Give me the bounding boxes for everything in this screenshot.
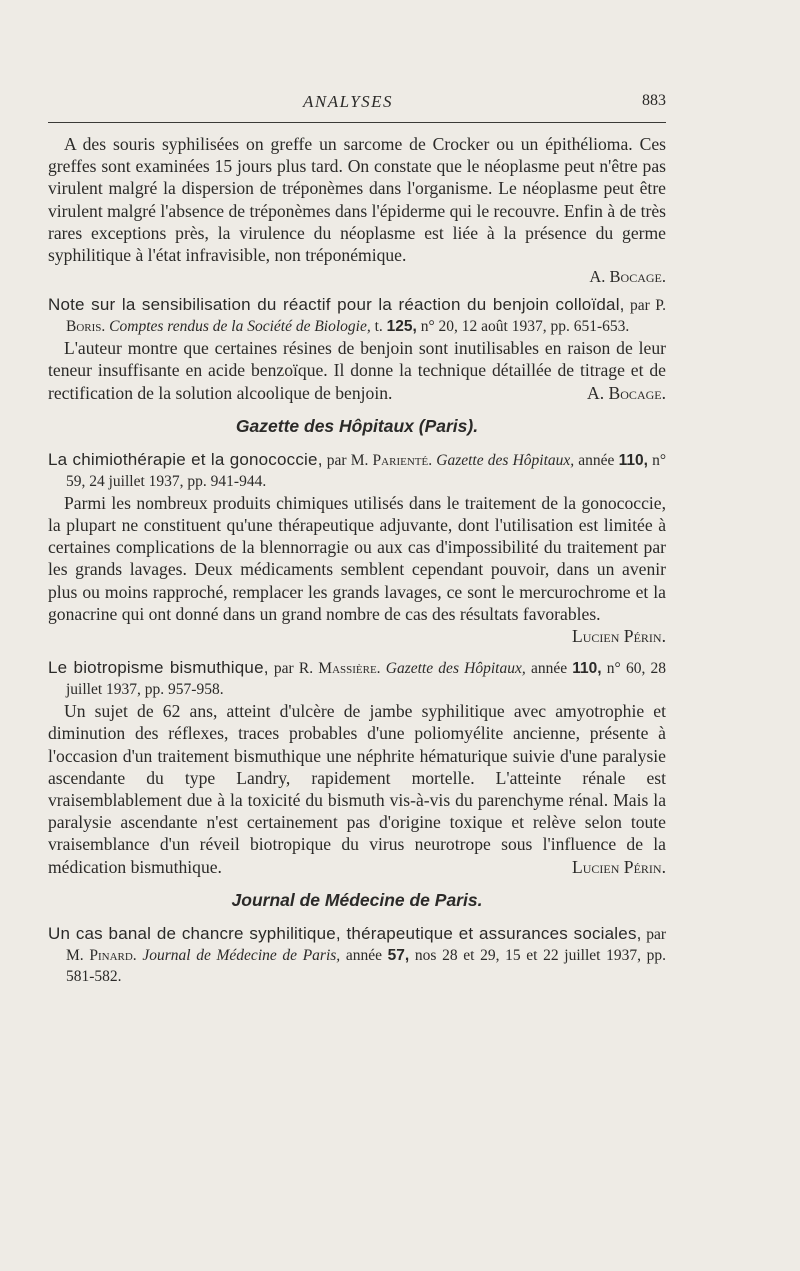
reference-details: n° 60, 28 juillet 1937, pp. 957-958. <box>66 660 667 699</box>
volume-prefix: t. <box>374 318 383 336</box>
entry-title: La chimiothérapie et la gonococcie, <box>48 449 323 469</box>
running-title: ANALYSES <box>303 92 394 111</box>
entry-title: Le biotropisme bismuthique, <box>48 658 269 678</box>
volume-number: 110, <box>572 660 602 678</box>
abstract-signature: A. Bocage. <box>589 267 666 287</box>
abstract-text <box>48 700 666 878</box>
reference-author: Boris. <box>66 318 106 336</box>
abstract-signature: A. Bocage. <box>587 382 666 403</box>
section-heading-journal: Journal de Médecine de Paris. <box>231 889 483 910</box>
volume-number: 57, <box>387 946 410 964</box>
abstract-body: Parmi les nombreux produits chimiques utilisés dans le traitement de la gonococcie, la plupart ne constituent qu'une thérapeutique adjuvante, dont l'utilisation est limitée à certaines complications de la blennorragie ou aux cas d'impossibilité du traitement par les grands lavages. Deux médicaments semblent cependant pouvoir, dans un avenir plus ou moins rapproché, remplacer les grands lavages, ce sont le mercurochrome et la gonacrine qui ont donné dans un grand nombre de cas des résultats favorables. <box>48 492 666 624</box>
reference <box>48 449 666 492</box>
section-heading-gazette: Gazette des Hôpitaux (Paris). <box>235 415 479 436</box>
abstract-text: A des souris syphilisées on greffe un sarcome de Crocker ou un épithélioma. Ces greffes sont examinées 15 jours plus tard. On constate que le néoplasme peut n'être pas virulent malgré la dispersion de tréponèmes dans l'organisme. Le néoplasme peut être virulent malgré l'absence de tréponèmes dans l'épiderme qui le recouvre. Enfin à de très rares exceptions près, la virulence du néoplasme est liée à la présence du germe syphilitique à l'état infravisible, non tréponémique. <box>48 134 666 266</box>
abstract-signature: Lucien Périn. <box>572 856 666 877</box>
journal-name: Gazette des Hôpitaux, <box>385 660 526 678</box>
journal-name: Gazette des Hôpitaux, <box>436 451 575 469</box>
journal-page <box>48 88 666 987</box>
intro-abstract <box>48 133 666 288</box>
abstract-signature: Lucien Périn. <box>572 626 666 647</box>
entry-benjoin <box>48 294 666 404</box>
volume-prefix: année <box>530 660 568 678</box>
abstract-text <box>48 337 666 404</box>
entry-biotropisme <box>48 657 666 878</box>
journal-name: Journal de Médecine de Paris, <box>142 946 341 964</box>
reference <box>48 294 666 337</box>
entry-chancre <box>48 923 666 987</box>
reference-author: Pinard. <box>89 946 137 964</box>
reference <box>48 657 666 700</box>
reference-by: par R. <box>273 660 314 678</box>
page-number: 883 <box>642 92 666 109</box>
entry-title: Note sur la sensibilisation du réactif pour la réaction du benjoin colloïdal, <box>48 295 625 315</box>
reference-author: Massière. <box>318 660 381 678</box>
page-header <box>48 88 666 118</box>
volume-number: 125, <box>386 318 417 336</box>
reference-details: nos 28 et 29, 15 et 22 juillet 1937, pp. 581-582. <box>66 946 667 985</box>
reference-author: Parienté. <box>372 451 433 469</box>
reference-by: par M. <box>326 451 369 469</box>
abstract-text <box>48 492 666 647</box>
reference-by: par P. <box>630 297 667 315</box>
reference <box>48 923 666 987</box>
entry-gonococcie <box>48 449 666 647</box>
journal-name: Comptes rendus de la Société de Biologie, <box>109 318 371 336</box>
volume-number: 110, <box>618 451 648 469</box>
abstract-body: L'auteur montre que certaines résines de benjoin sont inutilisables en raison de leur teneur insuffisante en acide benzoïque. Il donne la technique détaillée de titrage et de rectification de la solution alcoolique de benjoin. <box>48 338 666 403</box>
volume-prefix: année <box>578 451 615 469</box>
reference-details: n° 59, 24 juillet 1937, pp. 941-944. <box>66 451 667 490</box>
abstract-body: Un sujet de 62 ans, atteint d'ulcère de jambe syphilitique avec amyotrophie et diminution des réflexes, traces probables d'une poliomyélite ancienne, présente à l'occasion d'un traitement bismuthique une néphrite hématurique suivie d'une paralysie ascendante du type Landry, rapidement mortelle. L'atteinte rénale est vraisemblablement due à la toxicité du bismuth vis-à-vis du parenchyme rénal. Mais la paralysie ascendante n'est certainement pas d'origine toxique et relève selon toute vraisemblance d'un réveil biotropique du virus neurotrope sous l'influence de la médication bismuthique. <box>48 701 666 877</box>
entry-title: Un cas banal de chancre syphilitique, thérapeutique et assurances sociales, <box>48 923 642 943</box>
volume-prefix: année <box>345 946 382 964</box>
reference-by: par M. <box>66 925 667 964</box>
reference-details: n° 20, 12 août 1937, pp. 651-653. <box>420 318 630 336</box>
header-rule <box>48 122 666 123</box>
